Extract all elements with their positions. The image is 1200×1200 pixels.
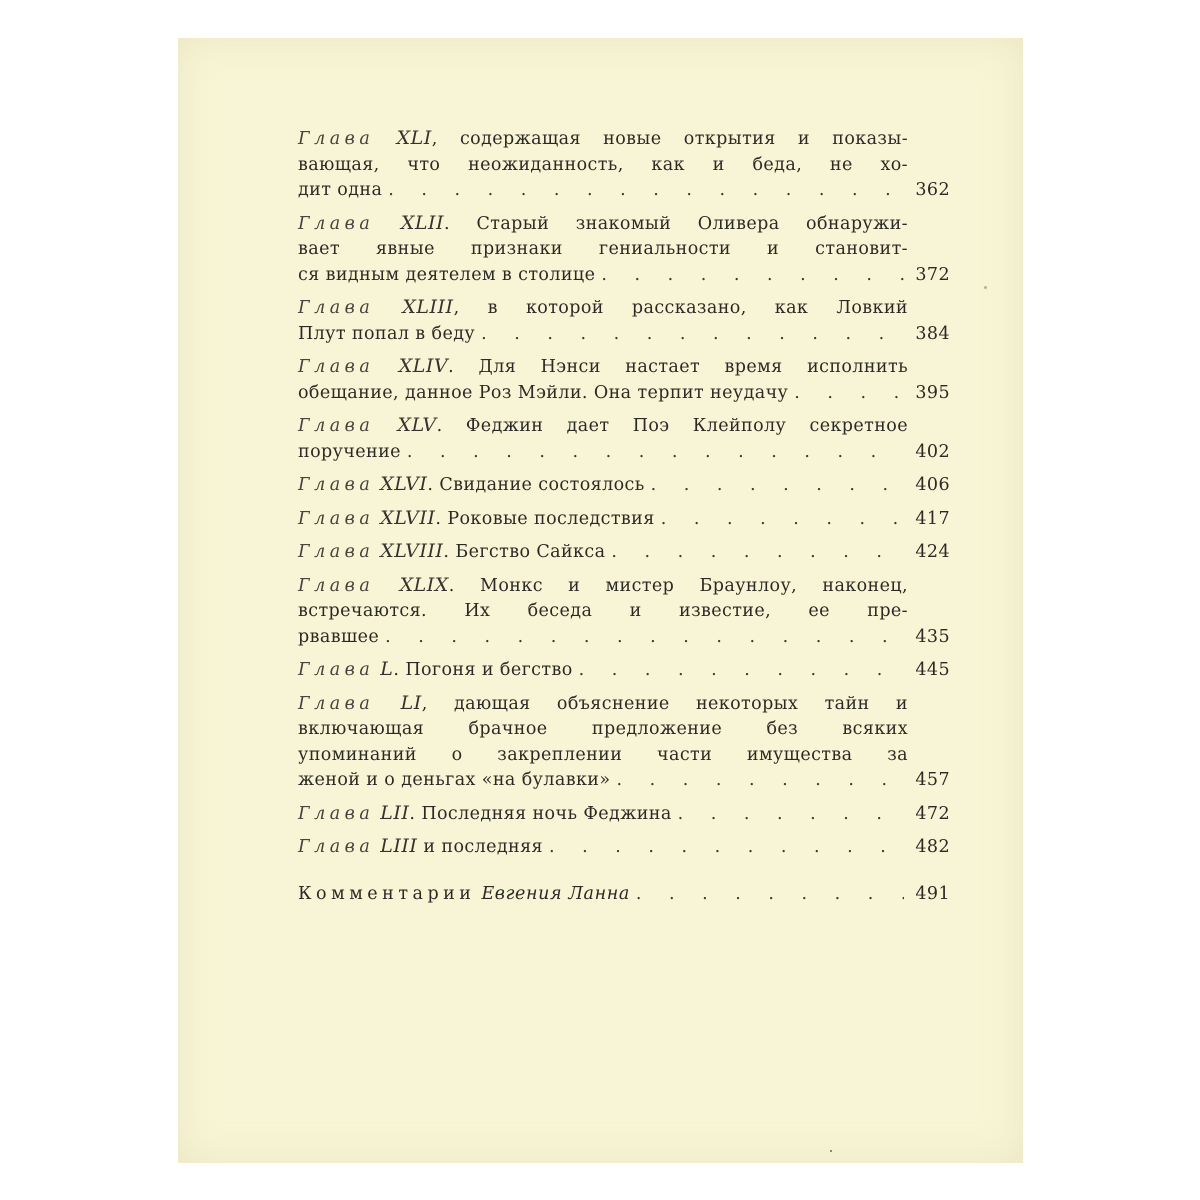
toc-entry <box>298 691 950 794</box>
page-number: 362 <box>915 180 950 200</box>
chapter-title-line-last <box>298 178 950 204</box>
chapter-title-line-last <box>298 768 950 794</box>
commentary-entry <box>298 882 950 908</box>
chapter-title-text: , содержащая новые открытия и показы- <box>431 129 909 149</box>
dot-leaders <box>651 473 904 499</box>
toc-entry <box>298 801 950 828</box>
chapter-title-line <box>298 211 908 238</box>
chapter-title-line <box>298 153 908 179</box>
chapter-prefix: Глава <box>298 357 375 377</box>
chapter-numeral: LI <box>400 691 422 714</box>
chapter-prefix: Глава <box>298 416 375 436</box>
page-number: 424 <box>915 542 950 562</box>
page-number: 435 <box>915 626 950 647</box>
commentary-author: Евгения Ланна <box>481 883 630 904</box>
dot-leaders <box>601 263 904 289</box>
chapter-title-line-last <box>298 506 950 533</box>
page-number: 417 <box>915 508 950 529</box>
toc-entry <box>298 834 950 861</box>
chapter-title-text: вает явные признаки гениальности и становит- <box>298 239 908 259</box>
chapter-title-line <box>298 126 908 153</box>
chapter-prefix: Глава <box>298 542 375 562</box>
table-of-contents <box>298 126 950 907</box>
chapter-numeral: XLI <box>396 127 432 149</box>
chapter-title-text: встречаются. Их беседа и известие, ее пре- <box>298 601 908 621</box>
chapter-title-text: включающая брачное предложение без всяких <box>298 719 908 739</box>
chapter-prefix: Глава <box>298 213 375 234</box>
chapter-title-text: и последняя <box>417 837 543 857</box>
chapter-title-text: . Монкс и мистер Браунлоу, наконец, <box>448 575 908 596</box>
dot-leaders <box>794 381 904 407</box>
chapter-title-line <box>298 599 908 625</box>
chapter-heading <box>298 801 672 828</box>
chapter-title-text: . Свидание состоялось <box>427 475 645 495</box>
dot-leaders <box>388 178 904 204</box>
page-number: 445 <box>915 660 950 680</box>
chapter-prefix: Глава <box>298 129 375 149</box>
toc-entry <box>298 539 950 566</box>
chapter-title-text: поручение <box>298 441 401 462</box>
toc-entry <box>298 573 950 651</box>
toc-entry <box>298 354 950 406</box>
chapter-numeral: XLII <box>400 211 444 234</box>
toc-entry <box>298 295 950 347</box>
chapter-heading <box>298 539 605 566</box>
chapter-title-text: дит одна <box>298 180 383 200</box>
dot-leaders <box>661 507 904 533</box>
chapter-prefix: Глава <box>298 803 375 824</box>
page-number: 372 <box>915 264 950 285</box>
chapter-title-text: ся видным деятелем в столице <box>298 264 596 285</box>
chapter-heading <box>298 472 645 499</box>
chapter-title-line <box>298 573 908 600</box>
chapter-title-line <box>298 354 908 381</box>
chapter-title-line-last <box>298 625 950 651</box>
chapter-title-text: . Для Нэнси настает время исполнить <box>448 357 908 377</box>
chapter-prefix: Глава <box>298 693 375 714</box>
page-number: 402 <box>915 441 950 462</box>
paper-speck <box>984 286 987 289</box>
dot-leaders <box>616 768 904 794</box>
chapter-title-line <box>298 717 908 743</box>
dot-leaders <box>407 440 904 466</box>
page-number: 406 <box>915 475 950 495</box>
chapter-title-line <box>298 691 908 718</box>
chapter-title-text: Плут попал в беду <box>298 323 476 344</box>
toc-entry <box>298 211 950 289</box>
page-number: 491 <box>915 883 950 904</box>
chapter-title-text: женой и о деньгах «на булавки» <box>298 770 611 790</box>
chapter-title-line-last <box>298 263 950 289</box>
chapter-prefix: Глава <box>298 508 375 529</box>
chapter-numeral: XLVII <box>380 506 436 529</box>
chapter-prefix: Глава <box>298 475 375 495</box>
chapter-title-text: вающая, что неожиданность, как и беда, не хо- <box>298 154 908 175</box>
chapter-title-text: , дающая объяснение некоторых тайн и <box>421 693 908 714</box>
page-number: 457 <box>915 770 950 790</box>
commentary-heading <box>298 882 630 908</box>
chapter-title-line-last <box>298 322 950 348</box>
dot-leaders <box>636 882 904 908</box>
toc-entry <box>298 413 950 465</box>
chapter-title-text: . Роковые последствия <box>435 508 655 529</box>
chapter-title-text: . Старый знакомый Оливера обнаружи- <box>443 213 908 234</box>
chapter-title-line <box>298 295 908 322</box>
chapter-heading <box>298 506 655 533</box>
chapter-title-line-last <box>298 440 950 466</box>
page-number: 395 <box>915 382 950 403</box>
chapter-title-line <box>298 237 908 263</box>
dot-leaders <box>579 658 904 684</box>
chapter-prefix: Глава <box>298 575 375 596</box>
dot-leaders <box>611 540 904 566</box>
chapter-numeral: XLIII <box>402 296 454 318</box>
dot-leaders <box>549 835 904 861</box>
chapter-title-line-last <box>298 381 950 407</box>
chapter-heading <box>298 834 543 861</box>
toc-entry <box>298 506 950 533</box>
chapter-title-text: . Погоня и бегство <box>393 660 573 680</box>
chapter-title-line-last <box>298 801 950 828</box>
toc-entry <box>298 126 950 204</box>
chapter-title-text: обещание, данное Роз Мэйли. Она терпит неудачу <box>298 382 789 403</box>
paper-speck <box>830 1150 832 1152</box>
chapter-title-text: . Последняя ночь Феджина <box>409 803 672 824</box>
chapter-title-line-last <box>298 657 950 684</box>
chapter-prefix: Глава <box>298 298 375 318</box>
chapter-numeral: XLIX <box>399 573 449 596</box>
chapter-numeral: XLVIII <box>380 540 444 562</box>
chapter-title-line-last <box>298 834 950 861</box>
page-number: 472 <box>915 803 950 824</box>
chapter-prefix: Глава <box>298 660 375 680</box>
chapter-title-text: . Бегство Сайкса <box>443 542 606 562</box>
chapter-numeral: LIII <box>380 835 418 857</box>
dot-leaders <box>481 322 904 348</box>
dot-leaders <box>678 802 904 828</box>
toc-entry <box>298 472 950 499</box>
section-gap <box>298 868 908 882</box>
chapter-numeral: LII <box>380 801 410 824</box>
chapter-numeral: L <box>380 658 394 680</box>
chapter-title-line <box>298 413 908 440</box>
chapter-title-text: упоминаний о закреплении части имущества за <box>298 744 908 765</box>
chapter-prefix: Глава <box>298 837 375 857</box>
chapter-title-text: , в которой рассказано, как Ловкий <box>453 298 908 318</box>
commentary-label: Комментарии <box>298 883 476 904</box>
chapter-title-text: . Феджин дает Поэ Клейполу секретное <box>436 416 908 436</box>
chapter-heading <box>298 657 573 684</box>
dot-leaders <box>385 625 904 651</box>
page-number: 482 <box>915 837 950 857</box>
page-number: 384 <box>915 323 950 344</box>
book-page <box>178 38 1023 1163</box>
toc-entry <box>298 657 950 684</box>
chapter-title-line <box>298 743 908 769</box>
chapter-title-text: рвавшее <box>298 626 380 647</box>
chapter-title-line-last <box>298 539 950 566</box>
chapter-numeral: XLV <box>397 414 437 436</box>
chapter-numeral: XLVI <box>380 473 428 495</box>
chapter-title-line-last <box>298 472 950 499</box>
chapter-numeral: XLIV <box>398 355 449 377</box>
